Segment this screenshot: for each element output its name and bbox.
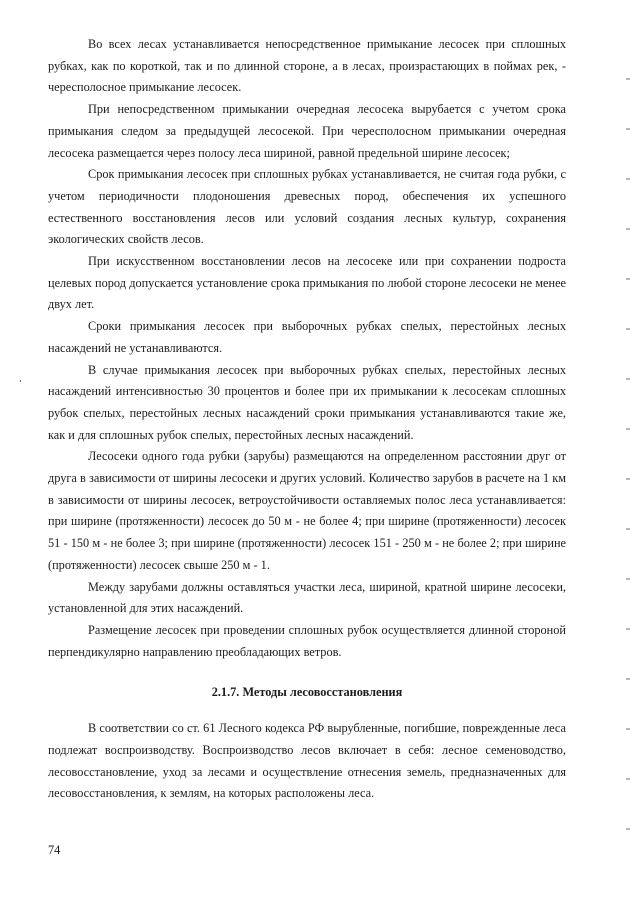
section-heading: 2.1.7. Методы лесовосстановления	[211, 685, 403, 700]
paragraph-artificial-restoration: При искусственном восстановлении лесов на лесосеке или при сохранении подроста целевых пород допускается установление срока примыкания по любой стороне лесосеки не менее двух лет.	[48, 254, 566, 312]
paragraph-cutting-areas-spacing: Лесосеки одного года рубки (зарубы) размещаются на определенном расстоянии друг от друга в зависимости от ширины лесосеки и других условий. Количество зарубов в расчете на 1 км в зависимости от ширины лесосек, ветроустойчивости оставляемых полос леса устанавливается: при ширине (протяженности) лесосек до 50 м - не более 4; при ширине (протяженности) лесосек 51 - 150 м - не более 3; при ширине (протяженности) лесосек 151 - 250 м - не более 2; при ширине (протяженности) лесосек свыше 250 м - 1.	[48, 449, 566, 572]
page-number: 74	[48, 843, 61, 857]
paragraph-direct-adjacency: При непосредственном примыкании очередная лесосека вырубается с учетом срока примыкания следом за предыдущей лесосекой. При чересполосном примыкании очередная лесосека размещается через полосу леса шириной, равной предельной ширине лесосек;	[48, 102, 566, 160]
scan-speck	[20, 380, 21, 382]
paragraph-reforestation: В соответствии со ст. 61 Лесного кодекса РФ вырубленные, погибшие, поврежденные леса подлежат воспроизводству. Воспроизводство лесов включает в себя: лесное семеноводство, лесовосстановление, уход за лесами и осуществление отнесения земель, предназначенных для лесовосстановления, к землям, на которых расположены леса.	[48, 721, 566, 801]
paragraph-selective-adjacency: В случае примыкания лесосек при выборочных рубках спелых, перестойных лесных насаждений интенсивностью 30 процентов и более при их примыкании к лесосекам сплошных рубок спелых, перестойных лесных насаждений сроки примыкания устанавливаются такие же, как и для сплошных рубок спелых, перестойных лесных насаждений.	[48, 362, 566, 442]
paragraph-adjacency-term: Срок примыкания лесосек при сплошных рубках устанавливается, не считая года рубки, с учетом периодичности плодоношения древесных пород, обеспечения их успешного естественного восстановления лесов или условий создания лесных культур, сохранения экологических свойств лесов.	[48, 167, 566, 247]
paragraph-adjacency-all-forests: Во всех лесах устанавливается непосредственное примыкание лесосек при сплошных рубках, как по короткой, так и по длинной стороне, а в лесах, произрастающих в поймах рек, - чересполосное примыкание лесосек.	[48, 37, 566, 95]
page-content	[48, 34, 566, 805]
paragraph-selective-cutting: Сроки примыкания лесосек при выборочных рубках спелых, перестойных лесных насаждений не устанавливаются.	[48, 319, 566, 355]
paragraph-wind-direction: Размещение лесосек при проведении сплошных рубок осуществляется длинной стороной перпендикулярно направлению преобладающих ветров.	[48, 622, 566, 659]
paragraph-between-cuts: Между зарубами должны оставляться участки леса, шириной, кратной ширине лесосеки, установленной для этих насаждений.	[48, 579, 566, 616]
scan-edge-marks	[626, 30, 630, 875]
